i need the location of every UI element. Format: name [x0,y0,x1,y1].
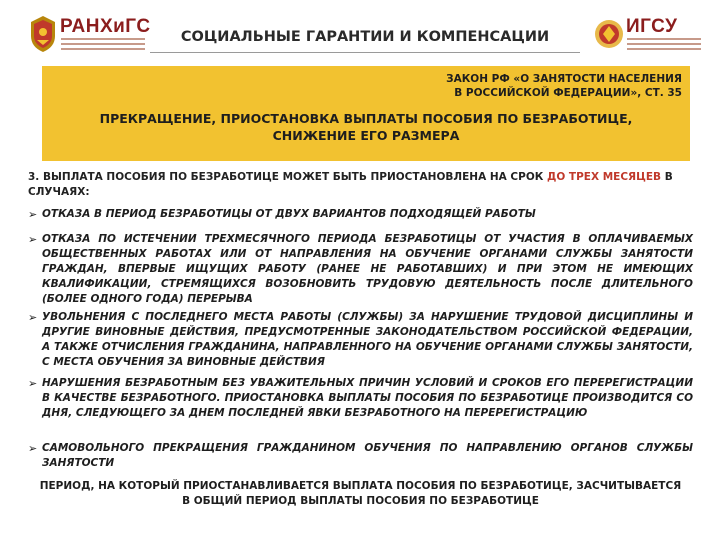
section-heading-line: СНИЖЕНИЕ ЕГО РАЗМЕРА [272,128,460,143]
arrow-right-icon: ➢ [28,442,38,455]
intro-text-end: В СЛУЧАЯХ: [28,171,673,198]
arrow-right-icon: ➢ [28,377,38,390]
list-item [28,310,693,370]
igsu-emblem-icon [594,14,624,54]
igsu-logo-subtitle [627,38,701,53]
intro-text: 3. ВЫПЛАТА ПОСОБИЯ ПО БЕЗРАБОТИЦЕ МОЖЕТ БЫТЬ ПРИОСТАНОВЛЕНА НА СРОК [28,171,547,183]
section-heading [62,110,670,144]
intro-paragraph [28,170,693,200]
list-item [28,376,693,421]
list-item-text: ОТКАЗА ПО ИСТЕЧЕНИИ ТРЕХМЕСЯЧНОГО ПЕРИОДА БЕЗРАБОТИЦЫ ОТ УЧАСТИЯ В ОПЛАЧИВАЕМЫХ ОБЩЕСТВЕННЫХ РАБОТАХ ИЛИ ОТ НАПРАВЛЕНИЯ НА ОБУЧЕНИЕ ОРГАНАМИ СЛУЖБЫ ЗАНЯТОСТИ ГРАЖДАН, ВПЕРВЫЕ ИЩУЩИХ РАБОТУ (РАНЕЕ НЕ РАБОТАВШИХ) И ПРИ ЭТОМ НЕ ИМЕЮЩИХ КВАЛИФИКАЦИИ, СТРЕМЯЩИХСЯ ВОЗОБНОВИТЬ ТРУДОВУЮ ДЕЯТЕЛЬНОСТЬ ПОСЛЕ ДЛИТЕЛЬНОГО (БОЛЕЕ ОДНОГО ГОДА) ПЕРЕРЫВА [42,233,693,305]
highlight-box [42,66,690,161]
page-title: СОЦИАЛЬНЫЕ ГАРАНТИИ И КОМПЕНСАЦИИ [180,29,550,45]
footer-note-line: ПЕРИОД, НА КОТОРЫЙ ПРИОСТАНАВЛИВАЕТСЯ ВЫПЛАТА ПОСОБИЯ ПО БЕЗРАБОТИЦЕ, ЗАСЧИТЫВАЕТСЯ [39,480,682,492]
footer-note-line: В ОБЩИЙ ПЕРИОД ВЫПЛАТЫ ПОСОБИЯ ПО БЕЗРАБОТИЦЕ [182,495,539,507]
igsu-logo [594,14,704,54]
ranepa-logo-subtitle [61,38,145,53]
footer-note [28,479,693,509]
law-reference-line: В РОССИЙСКОЙ ФЕДЕРАЦИИ», СТ. 35 [454,87,682,99]
arrow-right-icon: ➢ [28,208,38,221]
law-reference [446,72,682,100]
igsu-logo-text: ИГСУ [626,16,678,37]
law-reference-line: ЗАКОН РФ «О ЗАНЯТОСТИ НАСЕЛЕНИЯ [446,73,682,85]
ranepa-logo-text: РАНХиГС [60,16,151,37]
ranepa-emblem-icon [28,14,58,54]
list-item-text: НАРУШЕНИЯ БЕЗРАБОТНЫМ БЕЗ УВАЖИТЕЛЬНЫХ ПРИЧИН УСЛОВИЙ И СРОКОВ ЕГО ПЕРЕРЕГИСТРАЦИИ В КАЧЕСТВЕ БЕЗРАБОТНОГО. ПРИОСТАНОВКА ВЫПЛАТЫ ПОСОБИЯ ПО БЕЗРАБОТИЦЕ ПРОИЗВОДИТСЯ СО ДНЯ, СЛЕДУЮЩЕГО ЗА ДНЕМ ПОСЛЕДНЕЙ ЯВКИ БЕЗРАБОТНОГО НА ПЕРЕРЕГИСТРАЦИЮ [42,377,693,419]
list-item-text: САМОВОЛЬНОГО ПРЕКРАЩЕНИЯ ГРАЖДАНИНОМ ОБУЧЕНИЯ ПО НАПРАВЛЕНИЮ ОРГАНОВ СЛУЖБЫ ЗАНЯТОСТИ [42,442,693,469]
title-divider [150,52,580,53]
list-item [28,207,693,222]
arrow-right-icon: ➢ [28,311,38,324]
list-item [28,232,693,307]
ranepa-logo [28,14,151,54]
list-item-text: УВОЛЬНЕНИЯ С ПОСЛЕДНЕГО МЕСТА РАБОТЫ (СЛУЖБЫ) ЗА НАРУШЕНИЕ ТРУДОВОЙ ДИСЦИПЛИНЫ И ДРУГИЕ ВИНОВНЫЕ ДЕЙСТВИЯ, ПРЕДУСМОТРЕННЫЕ ЗАКОНОДАТЕЛЬСТВОМ РОССИЙСКОЙ ФЕДЕРАЦИИ, А ТАКЖЕ ОТЧИСЛЕНИЯ ГРАЖДАНИНА, НАПРАВЛЕННОГО НА ОБУЧЕНИЕ ОРГАНАМИ СЛУЖБЫ ЗАНЯТОСТИ, С МЕСТА ОБУЧЕНИЯ ЗА ВИНОВНЫЕ ДЕЙСТВИЯ [42,311,693,368]
list-item-text: ОТКАЗА В ПЕРИОД БЕЗРАБОТИЦЫ ОТ ДВУХ ВАРИАНТОВ ПОДХОДЯЩЕЙ РАБОТЫ [42,208,536,220]
list-item [28,441,693,471]
section-heading-line: ПРЕКРАЩЕНИЕ, ПРИОСТАНОВКА ВЫПЛАТЫ ПОСОБИЯ ПО БЕЗРАБОТИЦЕ, [99,111,633,126]
highlighted-term: ДО ТРЕХ МЕСЯЦЕВ [547,171,662,183]
arrow-right-icon: ➢ [28,233,38,246]
